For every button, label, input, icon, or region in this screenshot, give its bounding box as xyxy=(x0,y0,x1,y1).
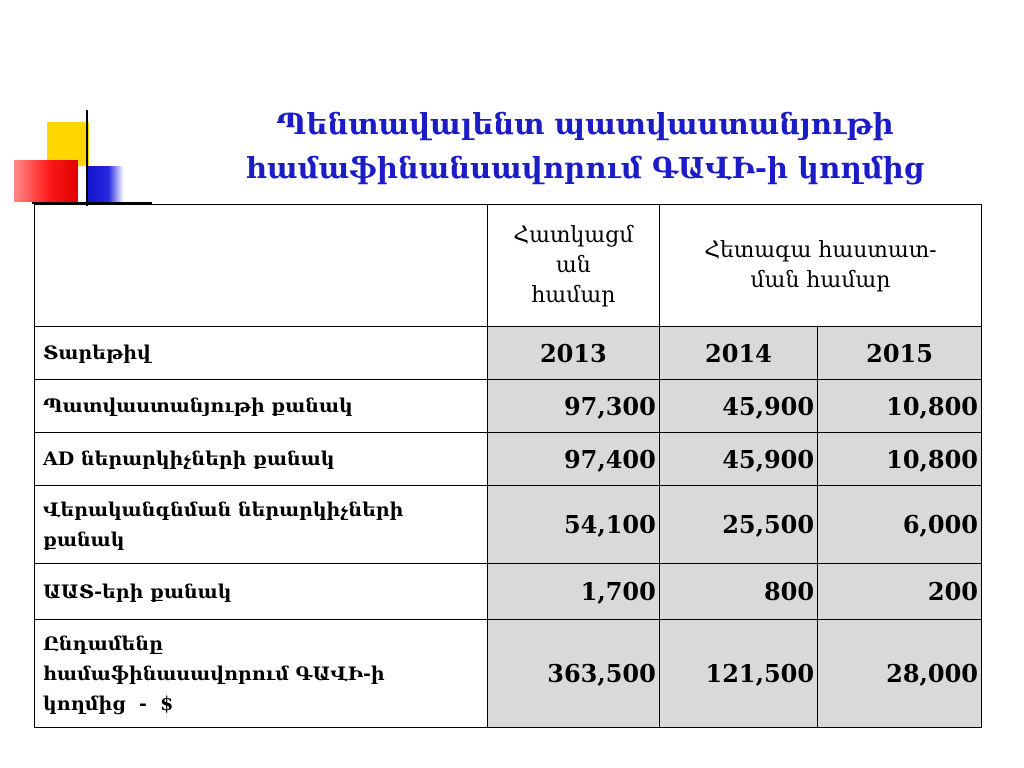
year-2014: 2014 xyxy=(659,327,817,380)
row-label: Պատվաստանյութի քանակ xyxy=(35,380,488,433)
header-allocation-cell xyxy=(487,205,659,327)
slide-title xyxy=(170,102,1000,190)
cell-2013: 363,500 xyxy=(487,620,659,728)
table-row-years xyxy=(35,327,982,380)
table-row xyxy=(35,486,982,564)
row-label-line1: Վերականգնման ներարկիչների xyxy=(43,498,404,521)
blue-square xyxy=(86,166,124,202)
row-label: AD ներարկիչների քանակ xyxy=(35,433,488,486)
cell-2014: 45,900 xyxy=(659,433,817,486)
slide-title-line1: Պենտավալենտ պատվաստանյութի xyxy=(276,107,894,141)
header-future-approval-cell xyxy=(659,205,981,327)
cofinancing-table xyxy=(34,204,982,728)
header-allocation-line2: ան xyxy=(555,252,591,278)
cell-2013: 1,700 xyxy=(487,564,659,620)
cell-2013: 54,100 xyxy=(487,486,659,564)
cell-2015: 28,000 xyxy=(818,620,982,728)
cell-2014: 25,500 xyxy=(659,486,817,564)
row-label xyxy=(35,620,488,728)
year-2013: 2013 xyxy=(487,327,659,380)
cell-2015: 10,800 xyxy=(818,380,982,433)
cell-2014: 800 xyxy=(659,564,817,620)
row-label-line3: կողմից - $ xyxy=(43,692,174,715)
table-row xyxy=(35,380,982,433)
year-label: Տարեթիվ xyxy=(35,327,488,380)
cell-2015: 200 xyxy=(818,564,982,620)
row-label xyxy=(35,486,488,564)
table-row xyxy=(35,564,982,620)
decorative-blocks-graphic xyxy=(0,0,160,210)
table-header-row xyxy=(35,205,982,327)
cell-2014: 121,500 xyxy=(659,620,817,728)
vertical-line xyxy=(86,110,88,206)
table-row xyxy=(35,433,982,486)
table-row-total xyxy=(35,620,982,728)
row-label-line2: քանակ xyxy=(43,528,125,551)
cell-2015: 10,800 xyxy=(818,433,982,486)
year-2015: 2015 xyxy=(818,327,982,380)
header-future-line1: Հետագա հաստատ- xyxy=(704,237,937,263)
cell-2014: 45,900 xyxy=(659,380,817,433)
slide-title-line2: համաֆինանսավորում ԳԱՎԻ-ի կողմից xyxy=(245,151,925,185)
red-gradient-bar xyxy=(14,160,78,202)
row-label: ԱԱՏ-երի քանակ xyxy=(35,564,488,620)
header-future-line2: ման համար xyxy=(750,267,891,293)
cell-2013: 97,400 xyxy=(487,433,659,486)
cell-2013: 97,300 xyxy=(487,380,659,433)
row-label-line1: Ընդամենը xyxy=(43,632,163,655)
header-empty-cell xyxy=(35,205,488,327)
header-allocation-line1: Հատկացմ xyxy=(513,222,634,248)
header-allocation-line3: համար xyxy=(531,282,616,308)
cell-2015: 6,000 xyxy=(818,486,982,564)
row-label-line2: համաֆինասավորում ԳԱՎԻ-ի xyxy=(43,662,385,685)
